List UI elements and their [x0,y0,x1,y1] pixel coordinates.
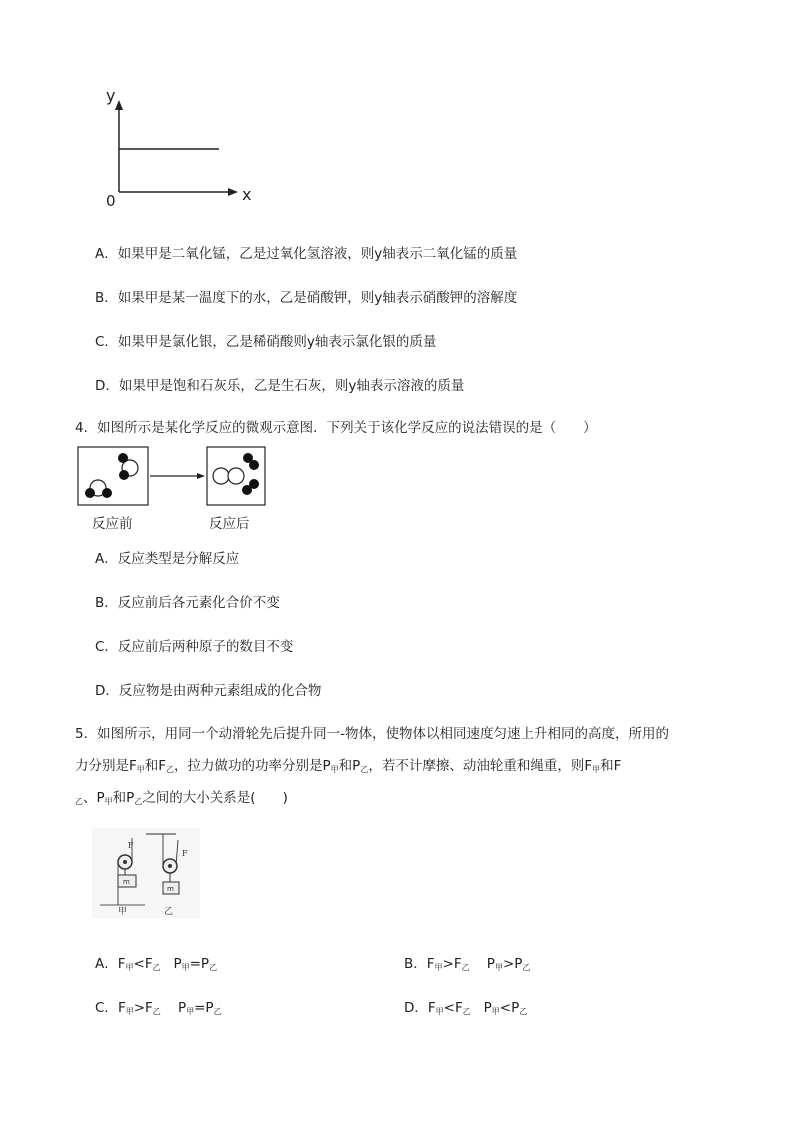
opt-rel: <P [499,1000,520,1016]
sub-jia: 甲 [125,963,134,972]
opt-f: F [426,956,435,972]
opt-f: F [117,956,126,972]
opt-rel: <F [133,956,153,972]
q5-text: 之间的大小关系是( ) [142,790,288,806]
q4-stem: 4．如图所示是某化学反应的微观示意图．下列关于该化学反应的说法错误的是（ ） [75,420,597,436]
opt-rel: =P [194,1000,214,1016]
q3-option-c: C．如果甲是氯化银，乙是稀硝酸则y轴表示氯化银的质量 [95,334,437,350]
q5-option-c [95,996,222,1017]
fig-label-m: m [167,885,174,893]
sub-jia: 甲 [592,765,601,774]
q5-option-a [95,952,217,973]
x-axis-label: x [242,185,252,204]
origin-label: 0 [106,192,116,210]
opt-rel: <F [443,1000,463,1016]
opt-rel: >P [502,956,523,972]
q4-option-a: A．反应类型是分解反应 [95,551,240,567]
q5-option-b [404,952,530,973]
q5-line-1: 5．如图所示，用同一个动滑轮先后提升同一-物体，使物体以相同速度匀速上升相同的高度，所用的 [75,726,669,742]
sub-yi: 乙 [461,963,470,972]
fig-label-yi: 乙 [164,907,174,917]
y-axis-label: y [106,86,116,105]
sub-yi: 乙 [462,1007,471,1016]
opt-rel: >F [442,956,462,972]
opt-p: P [177,1000,187,1016]
opt-f: F [427,1000,436,1016]
q5-text: 、P [83,790,105,806]
q5-text: 力分别是F [75,758,137,774]
opt-rel: =P [189,956,210,972]
sub-yi: 乙 [209,963,218,972]
fig-label-m: m [123,878,130,886]
opt-p: P [486,956,495,972]
q3-option-a: A．如果甲是二氧化锰，乙是过氧化氢溶液，则y轴表示二氧化锰的质量 [95,246,518,262]
sub-yi: 乙 [75,797,83,806]
opt-letter: B． [404,956,427,972]
opt-letter: C． [95,1000,118,1016]
q4-option-b: B．反应前后各元素化合价不变 [95,595,280,611]
sub-yi: 乙 [519,1007,528,1016]
fig-label-f2: F [182,849,188,858]
opt-letter: A． [95,956,118,972]
q5-text: 和F [144,758,167,774]
q5-option-d [404,996,527,1017]
sub-jia: 甲 [434,963,443,972]
sub-yi: 乙 [166,765,175,774]
pulley-axle [168,864,172,868]
sub-yi: 乙 [522,963,531,972]
fig-label-f1: F [128,841,134,850]
q5-text: ，拉力做功的功率分别是P [174,758,331,774]
sub-jia: 甲 [125,1007,134,1016]
q5-text: ，若不计摩擦、动油轮重和绳重，则F [368,758,593,774]
sub-jia: 甲 [435,1007,444,1016]
opt-p: P [483,1000,492,1016]
sub-jia: 甲 [181,963,190,972]
q3-option-b: B．如果甲是某一温度下的水，乙是硝酸钾，则y轴表示硝酸钾的溶解度 [95,290,518,306]
q4-option-c: C．反应前后两种原子的数目不变 [95,639,294,655]
sub-jia: 甲 [136,765,145,774]
sub-yi: 乙 [152,1007,161,1016]
sub-jia: 甲 [494,963,503,972]
opt-rel: >F [133,1000,153,1016]
sub-yi: 乙 [134,797,143,806]
sub-yi: 乙 [360,765,369,774]
sub-yi: 乙 [213,1007,222,1016]
opt-letter: D． [404,1000,428,1016]
before-label: 反应前 [92,516,133,532]
after-label: 反应后 [209,516,250,532]
opt-p: P [173,956,182,972]
pulley-axle [123,860,127,864]
fig-label-jia: 甲 [118,907,128,917]
q4-option-d: D．反应物是由两种元素组成的化合物 [95,683,322,699]
q5-text: 和P [112,790,135,806]
sub-jia: 甲 [330,765,339,774]
sub-jia: 甲 [491,1007,500,1016]
sub-jia: 甲 [104,797,113,806]
q5-text: 和F [600,758,622,774]
q5-text: 和P [338,758,361,774]
q3-option-d: D．如果甲是饱和石灰乐，乙是生石灰，则y轴表示溶液的质量 [95,378,465,394]
sub-jia: 甲 [186,1007,195,1016]
sub-yi: 乙 [152,963,161,972]
opt-f: F [117,1000,126,1016]
